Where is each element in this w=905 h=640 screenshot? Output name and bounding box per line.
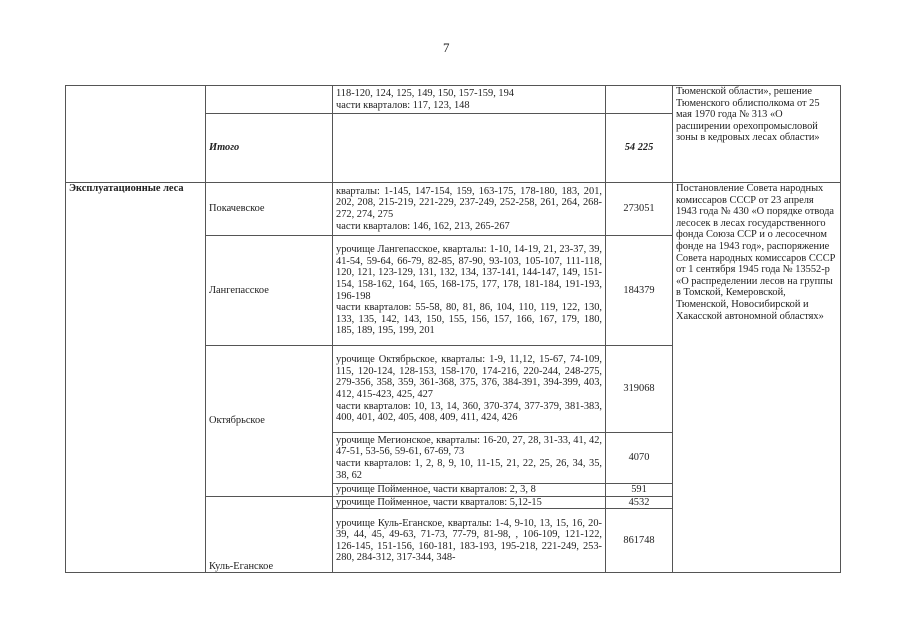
total-value: 54 225 [606, 114, 673, 183]
areas-cell: кварталы: 1-145, 147-154, 159, 163-175, 178-180, 183, 201, 202, 208, 215-219, 221-229, 237-249, 252-258, 261, 264, 268-272, 274, 275 части кварталов: 146, 162, 213, 265-267 [333, 183, 606, 236]
page-number: 7 [443, 40, 450, 55]
areas-cell: урочище Мегионское, кварталы: 16-20, 27, 28, 31-33, 41, 42, 47-51, 53-56, 59-61, 67-69, 73 части кварталов: 1, 2, 8, 9, 10, 11-15, 21, 22, 25, 26, 34, 35, 38, 62 [333, 433, 606, 484]
empty-cell [606, 86, 673, 114]
document-cell: Постановление Совета народных комиссаров СССР от 23 апреля 1943 года № 430 «О порядке отвода лесосек в лесах государственного фонда Союза ССР и о лесосечном фонде на 1943 год», распоряжение Совета народных комиссаров СССР от 1 сентября 1945 года № 13552-р «О распределении лесов на группы в Томской, Кемеровской, Тюменской, Новосибирской и Хакасской автономной областях» [673, 183, 841, 573]
areas-cell: урочище Куль-Еганское, кварталы: 1-4, 9-10, 13, 15, 16, 20-39, 44, 45, 49-63, 71-73, 77-79, 81-98, , 106-109, 121-122, 126-145, 151-156, 160-181, 183-193, 195-218, 221-249, 253-280, 284-312, 317-344, 348- [333, 509, 606, 573]
areas-cell: урочище Пойменное, части кварталов: 2, 3, 8 [333, 484, 606, 497]
area-value: 184379 [606, 236, 673, 346]
area-value: 4532 [606, 496, 673, 509]
empty-cell [66, 86, 206, 183]
forestry-name: Покачевское [206, 183, 333, 236]
area-value: 861748 [606, 509, 673, 573]
areas-cell: 118-120, 124, 125, 149, 150, 157-159, 194 части кварталов: 117, 123, 148 [333, 86, 606, 114]
forestry-name: Лангепасское [206, 236, 333, 346]
document-cell: Тюменской области», решение Тюменского облисполкома от 25 мая 1970 года № 313 «О расширении орехопромысловой зоны в кедровых лесах области» [673, 86, 841, 183]
forest-table [65, 85, 841, 573]
areas-cell: урочище Октябрьское, кварталы: 1-9, 11,12, 15-67, 74-109, 115, 120-124, 128-153, 158-170, 174-216, 220-244, 248-275, 279-356, 358, 359, 361-368, 375, 376, 384-391, 394-399, 403, 412, 415-423, 425, 427 части кварталов: 10, 13, 14, 360, 370-374, 377-379, 381-383, 400, 401, 402, 405, 408, 409, 411, 424, 426 [333, 346, 606, 433]
areas-cell: урочище Лангепасское, кварталы: 1-10, 14-19, 21, 23-37, 39, 41-54, 59-64, 66-79, 82-85, 87-90, 93-103, 105-107, 111-118, 120, 121, 123-129, 131, 132, 134, 137-141, 144-147, 149, 151-154, 158-162, 164, 165, 168-175, 177, 178, 181-184, 191-193, 196-198 части кварталов: 55-58, 80, 81, 86, 104, 110, 119, 122, 130, 133, 135, 142, 143, 150, 155, 156, 157, 166, 167, 179, 180, 185, 189, 195, 199, 201 [333, 236, 606, 346]
forestry-name: Куль-Еганское [206, 496, 333, 573]
empty-cell [206, 86, 333, 114]
total-label: Итого [206, 114, 333, 183]
area-value: 273051 [606, 183, 673, 236]
category-cell: Эксплуатационные леса [66, 183, 206, 573]
areas-cell: урочище Пойменное, части кварталов: 5,12-15 [333, 496, 606, 509]
area-value: 4070 [606, 433, 673, 484]
empty-cell [333, 114, 606, 183]
area-value: 319068 [606, 346, 673, 433]
area-value: 591 [606, 484, 673, 497]
forestry-name: Октябрьское [206, 346, 333, 497]
